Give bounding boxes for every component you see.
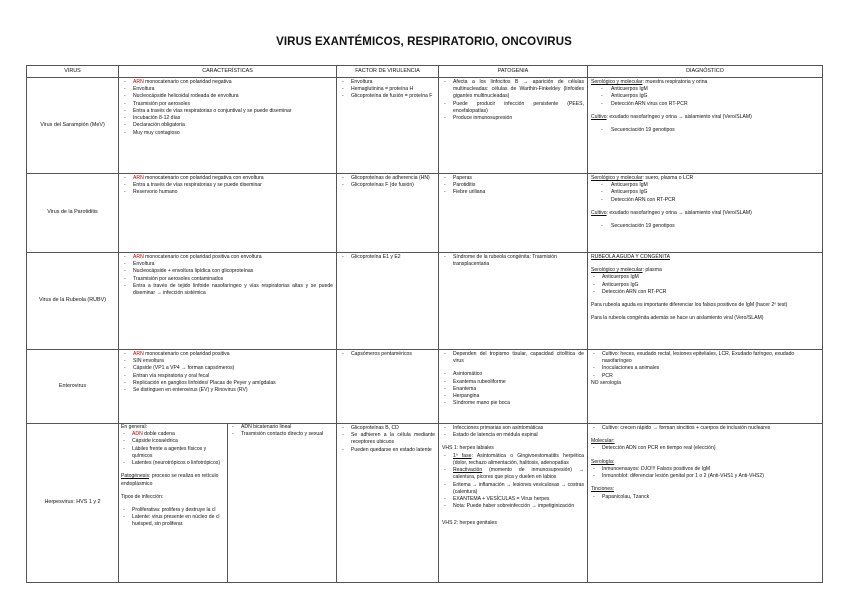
list-item: - Latentes (neurotrópicos o linfotrópicos) [121, 460, 225, 467]
patogenia-cell [439, 350, 588, 424]
list-item: - Reactivación (momento de inmunosupresión) → calentura, picores que pica y duelen en labios [442, 467, 584, 481]
patogenia-cell [439, 424, 588, 583]
table-row-parotiditis [27, 174, 823, 253]
list-item: - Secuenciación 19 genotipos [591, 127, 819, 134]
list-item: - Infecciones primarias son asintomáticas [442, 425, 584, 432]
list-item: - Secuenciación 19 genotipos [591, 223, 819, 230]
vhs2-label: VHS 2: herpes genitales [442, 520, 497, 527]
serologico-line: Serológico y molecular: plasma [591, 267, 662, 274]
list-item: - Cápside (VP1 a VP4 → forman capsómeros) [122, 365, 333, 372]
list-item: - Inmunoblot: diferenciar lesión genital por 1 o 2 (Anti-VHS1 y Anti-VHS2) [591, 473, 819, 480]
patogenesis-line: Patogénesis: proceso se realiza en retículo endoplásmico [121, 473, 219, 487]
patogenia-cell [439, 174, 588, 253]
list-item: - Cultivo: crecen rápido → forman sincitios + cuerpos de inclusión nucleares [591, 425, 819, 432]
list-item: - Anticuerpos IgM [591, 86, 819, 93]
list-item: - Papanicolau, Tzanck [591, 494, 819, 501]
list-item: - Herpangina [442, 393, 584, 400]
header-patogenia: PATOGENIA [439, 66, 588, 78]
diagnostico-heading: RUBEOLA AGUDA Y CONGÉNITA [591, 254, 670, 260]
table-row-herpes [27, 424, 823, 583]
list-item: - Trasmisión por aerosoles [122, 101, 333, 108]
table-row-sarampion [27, 78, 823, 174]
factor-virulencia-cell [337, 350, 439, 424]
list-item: - Se distinguen en enterovirus (EV) y Rinovirus (RV) [122, 387, 333, 394]
list-item: - Glicoproteínas B, CD [340, 425, 435, 432]
list-item: - Anticuerpos IgM [591, 182, 819, 189]
note: Para rubeola aguda es importante diferenciar los falsos positivos de IgM (hacer 2º test) [591, 302, 788, 309]
list-item: - Cápside icosaédrica [121, 438, 225, 445]
list-item: - Síndrome mano pie boca [442, 400, 584, 407]
molecular-label: Molecular: [591, 438, 615, 445]
cultivo-line: Cultivo: exudado nasofaríngeo y orina → aislamiento viral (Vero/SLAM) [591, 209, 752, 216]
list-item: - Puede producir infección persistente (PEES, encefalopatías) [442, 101, 584, 115]
patogenia-cell [439, 253, 588, 350]
list-item: - Estado de latencia en médula espinal [442, 432, 584, 439]
table-header-row [27, 66, 823, 78]
factor-virulencia-cell [337, 424, 439, 583]
list-item: - Hemaglutinina = proteína H [340, 86, 435, 93]
list-item: - SIN envoltura [122, 358, 333, 365]
list-item: - Nucleocápside helicoidal rodeada de envoltura [122, 93, 333, 100]
serologia-label: Serología: [591, 458, 615, 465]
table-row-enterovirus [27, 350, 823, 424]
list-item: - Glicoproteína E1 y E2 [340, 254, 435, 261]
cultivo-line: Cultivo: exudado nasofaríngeo y orina → aislamiento viral (Vero/SLAM) [591, 113, 752, 120]
diagnostico-cell [588, 253, 823, 350]
note: NO serología [591, 379, 622, 386]
tipos-label: Tipos de infección: [121, 493, 164, 500]
list-item: - 1º fase: Asintomática o Gingivoestomatitis herpética (dolor, rechazo alimentación, halitosis, adenopatías [442, 453, 584, 467]
list-item: - ARN monocatenario con polaridad negativa [122, 79, 333, 86]
list-item: - Glicoproteínas de adherencia (HN) [340, 175, 435, 182]
list-item: - Fiebre uriliana [442, 189, 584, 196]
list-item: - EXANTEMA + VESÍCULAS = Virus herpes [442, 496, 584, 503]
list-item: - Nucleocápside + envoltura lipídica con glicoproteínas [122, 268, 333, 275]
list-item: - Dependen del tropismo tisular, capacidad citolítica de virus [442, 351, 584, 365]
diagnostico-cell [588, 78, 823, 174]
list-item: - Declaración obligatoria [122, 122, 333, 129]
list-item: - Se adhieren a la célula mediante receptores ubicuos [340, 432, 435, 446]
serologico-line: Serológico y molecular: suero, plasma o LCR [591, 175, 694, 181]
general-label: En general: [121, 424, 148, 430]
header-diagnostico: DIAGNÓSTICO [588, 66, 823, 78]
list-item: - Asintomático [442, 371, 584, 378]
list-item: - Inoculaciones a animales [591, 365, 819, 372]
list-item: - Produce inmunosupresión [442, 115, 584, 122]
diagnostico-cell [588, 424, 823, 583]
list-item: - Entra a través de vías respiratorias y se puede diseminar [122, 182, 333, 189]
header-caracteristicas: CARACTERÍSTICAS [119, 66, 337, 78]
diagnostico-cell [588, 350, 823, 424]
list-item: - ADN doble cadena [121, 431, 225, 438]
list-item: - Eritema → inflamación → lesiones vesiculosas → costras (calentura) [442, 482, 584, 496]
list-item: - Envoltura [122, 86, 333, 93]
factor-virulencia-cell [337, 253, 439, 350]
list-item: - Glicoproteína de fusión = proteína F [340, 93, 435, 100]
patogenia-cell [439, 78, 588, 174]
list-item: - Glicoproteínas F (de fusión) [340, 182, 435, 189]
list-item: - Detección ADN con PCR en tiempo real (elección) [591, 445, 819, 452]
list-item: - Lábiles frente a agentes físicos y químicos [121, 446, 225, 460]
caracteristicas-cell [119, 78, 337, 174]
list-item: - Detección ARN con RT-PCR [591, 289, 819, 296]
virus-table [26, 65, 823, 583]
header-factor-virulencia: FACTOR DE VIRULENCIA [337, 66, 439, 78]
list-item: - Afecta a los linfocitos B → aparición de células multinucleadas: células de Warthin-Finkeldey (linfoides gigantes multinucleadas) [442, 79, 584, 101]
factor-virulencia-cell [337, 78, 439, 174]
list-item: - Parotiditis [442, 182, 584, 189]
list-item: - ARN monocatenario con polaridad positiva con envoltura [122, 254, 333, 261]
list-item: - Síndrome de la rubeola congénita: Trasmisión transplacentaria [442, 254, 584, 268]
diagnostico-cell [588, 174, 823, 253]
tinciones-label: Tinciones: [591, 486, 615, 493]
list-item: - Enantema [442, 386, 584, 393]
list-item: - Entran vía respiratoria y oral fecal [122, 373, 333, 380]
serologico-line: Serológico y molecular: muestra respiratoria y orina [591, 79, 708, 85]
list-item: - Capsómeros pentaméricos [340, 351, 435, 358]
list-item: - Trasmisión contacto directo y sexual [230, 431, 334, 438]
list-item: - Envoltura [340, 79, 435, 86]
list-item: - Envoltura [122, 261, 333, 268]
list-item: - Detección ARN con RT-PCR [591, 197, 819, 204]
virus-name: Virus de la Parotiditis [27, 174, 119, 253]
list-item: - Muy muy contagioso [122, 130, 333, 137]
list-item: - Nota: Puede haber sobreinfección → impetiginización [442, 503, 584, 510]
list-item: - Pueden quedarse en estado latente [340, 447, 435, 454]
herpes-general-col [119, 424, 228, 582]
list-item: - ARN monocatenario con polaridad positiva [122, 351, 333, 358]
herpes-detail-col [228, 424, 336, 582]
list-item: - Cultivo: heces, exudado rectal, lesiones epiteliales, LCR, Exudado faríngeo, exudado nasofaríngeo [591, 351, 819, 365]
list-item: - Entra a través de vías respiratorias o conjuntival y se puede diseminar [122, 108, 333, 115]
list-item: - Exantema rubeoliforme [442, 379, 584, 386]
list-item: - Paperas [442, 175, 584, 182]
list-item: - Reservorio humano [122, 189, 333, 196]
virus-name: Virus de la Rubeola (RUBV) [27, 253, 119, 350]
list-item: - PCR [591, 373, 819, 380]
list-item: - Trasmisión por aerosoles contaminados [122, 276, 333, 283]
list-item: - Anticuerpos IgG [591, 282, 819, 289]
vhs1-label: VHS 1: herpes labiales [442, 445, 494, 452]
list-item: - Replicación en ganglios linfoides/ Placas de Peyer y amígdalas [122, 380, 333, 387]
list-item: - Proliferativa: prolifera y destruye la cl [121, 507, 225, 514]
list-item: - Detección ARN virus con RT-PCR [591, 101, 819, 108]
list-item: - Inmunoensayos: OJO!!! Falsos positivos de IgM [591, 466, 819, 473]
virus-name: Enterovirus [27, 350, 119, 424]
page-title: VIRUS EXANTÉMICOS, RESPIRATORIO, ONCOVIRUS [276, 36, 572, 48]
list-item: - Anticuerpos IgM [591, 274, 819, 281]
caracteristicas-cell [119, 424, 337, 583]
list-item: - Anticuerpos IgG [591, 189, 819, 196]
list-item: - ARN monocatenario con polaridad negativa con envoltura [122, 175, 333, 182]
table-row-rubeola [27, 253, 823, 350]
list-item: - ADN bicatenario lineal [230, 424, 334, 431]
caracteristicas-cell [119, 174, 337, 253]
list-item: - Entra a través de tejido linfoide nasofaríngeo y vías respiratorias altas y se puede diseminar → infección sistémica [122, 283, 333, 297]
caracteristicas-cell [119, 350, 337, 424]
list-item: - Latente: virus presente en núcleo de cl huésped, sin proliferar. [121, 514, 225, 528]
caracteristicas-cell [119, 253, 337, 350]
note: Para la rubeola congénita además se hace un aislamiento viral (Vero/SLAM) [591, 315, 764, 322]
list-item: - Anticuerpos IgG [591, 93, 819, 100]
factor-virulencia-cell [337, 174, 439, 253]
virus-name: Virus del Sarampión (MeV) [27, 78, 119, 174]
virus-name: Herpesvirus: HVS 1 y 2 [27, 424, 119, 583]
header-virus: VIRUS [27, 66, 119, 78]
list-item: - Incubación 8-12 días [122, 115, 333, 122]
